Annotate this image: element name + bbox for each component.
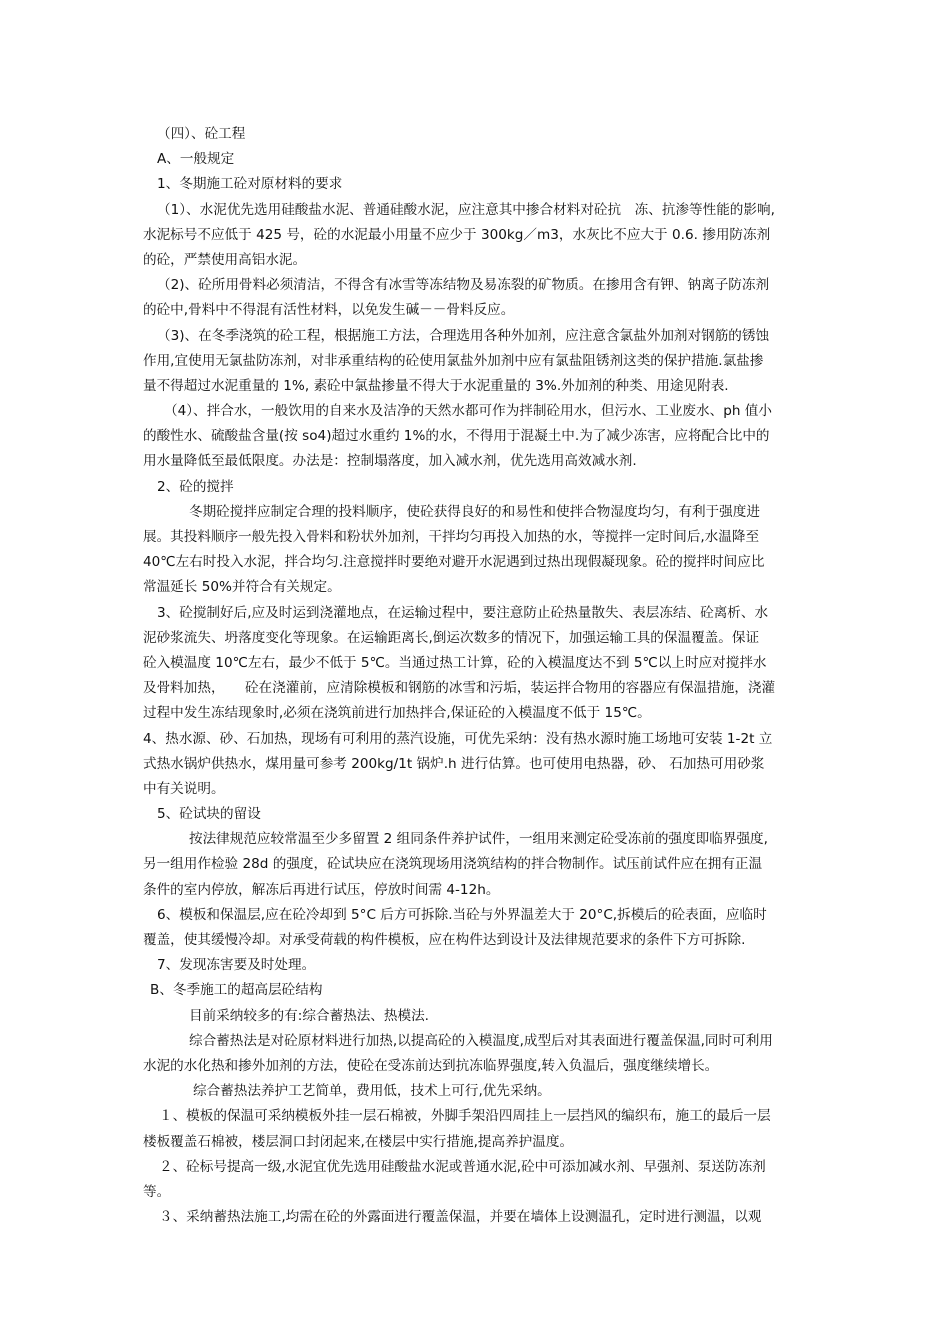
- subsection-heading: A、一般规定: [157, 151, 235, 168]
- paragraph-line: 3、砼搅制好后,应及时运到浇灌地点，在运输过程中，要注意防止砼热量散失、表层冻结、砼离析、水: [157, 604, 769, 621]
- paragraph-line: （1）、水泥优先选用硅酸盐水泥、普通硅酸水泥，应注意其中掺合材料对砼抗 冻、抗渗等性能的影响,: [157, 201, 775, 218]
- paragraph-line: 综合蓄热法是对砼原材料进行加热,以提高砼的入模温度,成型后对其表面进行覆盖保温,同时可利用: [189, 1032, 773, 1049]
- paragraph-line: 4、热水源、砂、石加热，现场有可利用的蒸汽设施，可优先采纳：没有热水源时施工场地可安装 1-2t 立: [143, 730, 773, 747]
- paragraph-line: 用水量降低至最低限度。办法是：控制塌落度，加入减水剂，优先选用高效减水剂.: [143, 453, 637, 470]
- paragraph-line: 40℃左右时投入水泥，拌合均匀.注意搅拌时要绝对避开水泥遇到过热出现假凝现象。砼的搅拌时间应比: [143, 554, 765, 571]
- paragraph-line: 冬期砼搅拌应制定合理的投料顺序，使砼获得良好的和易性和使拌合物湿度均匀，有利于强度进: [189, 503, 760, 520]
- paragraph-line: 过程中发生冻结现象时,必须在浇筑前进行加热拌合,保证砼的入模温度不低于 15℃。: [143, 705, 651, 722]
- paragraph-line: 综合蓄热法养护工艺简单，费用低，技术上可行,优先采纳。: [193, 1083, 551, 1100]
- paragraph-line: １、模板的保温可采纳模板外挂一层石棉被，外脚手架沿四周挂上一层挡风的编织布，施工的最后一层: [159, 1108, 771, 1125]
- paragraph-line: 展。其投料顺序一般先投入骨料和粉状外加剂，干拌均匀再投入加热的水，等搅拌一定时间后,水温降至: [143, 529, 760, 545]
- item-heading: 2、砼的搅拌: [157, 478, 234, 495]
- paragraph-line: 的酸性水、硫酸盐含量(按 so4)超过水重约 1%的水，不得用于混凝土中.为了减少冻害，应将配合比中的: [143, 428, 770, 445]
- paragraph-line: 水泥标号不应低于 425 号，砼的水泥最小用量不应少于 300kg／m3，水灰比不应大于 0.6. 掺用防冻剂: [143, 226, 771, 243]
- item-heading: 7、发现冻害要及时处理。: [157, 957, 316, 974]
- paragraph-line: 的砼中,骨料中不得混有活性材料，以免发生碱－－骨料反应。: [143, 302, 515, 319]
- paragraph-line: 另一组用作检验 28d 的强度，砼试块应在浇筑现场用浇筑结构的拌合物制作。试压前试件应在拥有正温: [143, 856, 763, 873]
- paragraph-line: 的砼，严禁使用高铝水泥。: [143, 251, 307, 268]
- paragraph-line: 覆盖，使其缓慢冷却。对承受荷载的构件模板，应在构件达到设计及法律规范要求的条件下方可拆除.: [143, 932, 746, 948]
- paragraph-line: 泥砂浆流失、坍落度变化等现象。在运输距离长,倒运次数多的情况下，加强运输工具的保温覆盖。保证: [143, 629, 760, 646]
- paragraph-line: 按法律规范应较常温至少多留置 2 组同条件养护试件，一组用来测定砼受冻前的强度即临界强度,: [189, 831, 768, 848]
- paragraph-line: 作用,宜使用无氯盐防冻剂，对非承重结构的砼使用氯盐外加剂中应有氯盐阻锈剂这类的保护措施.氯盐掺: [143, 352, 764, 369]
- paragraph-line: 量不得超过水泥重量的 1%, 素砼中氯盐掺量不得大于水泥重量的 3%.外加剂的种类、用途见附表.: [143, 377, 729, 394]
- paragraph-line: 常温延长 50%并符合有关规定。: [143, 579, 341, 596]
- section-heading: （四）、砼工程: [157, 126, 246, 142]
- item-heading: 1、冬期施工砼对原材料的要求: [157, 176, 343, 193]
- paragraph-line: （4）、拌合水，一般饮用的自来水及洁净的天然水都可作为拌制砼用水，但污水、工业废水、ph 值小: [164, 403, 772, 420]
- paragraph-line: 式热水锅炉供热水，煤用量可参考 200kg/1t 锅炉.h 进行估算。也可使用电热器，砂、 石加热可用砂浆: [143, 755, 765, 772]
- paragraph-line: 条件的室内停放，解冻后再进行试压，停放时间需 4-12h。: [143, 881, 500, 898]
- paragraph-line: 目前采纳较多的有:综合蓄热法、热模法.: [189, 1007, 429, 1024]
- paragraph-line: 中有关说明。: [143, 780, 225, 797]
- item-heading: 5、砼试块的留设: [157, 806, 261, 823]
- paragraph-line: ３、采纳蓄热法施工,均需在砼的外露面进行覆盖保温，并要在墙体上设测温孔，定时进行测温，以观: [159, 1209, 762, 1226]
- paragraph-line: （3)、在冬季浇筑的砼工程，根据施工方法，合理选用各种外加剂，应注意含氯盐外加剂对钢筋的锈蚀: [157, 327, 770, 344]
- document-body: [143, 122, 808, 1230]
- paragraph-line: （2)、砼所用骨料必须清洁，不得含有冰雪等冻结物及易冻裂的矿物质。在掺用含有钾、钠离子防冻剂: [157, 277, 770, 294]
- paragraph-line: 砼入模温度 10℃左右，最少不低于 5℃。当通过热工计算，砼的入模温度达不到 5℃以上时应对搅拌水: [143, 654, 767, 671]
- paragraph-line: 楼板覆盖石棉被，楼层洞口封闭起来,在楼层中实行措施,提高养护温度。: [143, 1133, 574, 1150]
- paragraph-line: ２、砼标号提高一级,水泥宜优先选用硅酸盐水泥或普通水泥,砼中可添加减水剂、早强剂、泵送防冻剂: [159, 1158, 766, 1175]
- paragraph-line: 及骨料加热， 砼在浇灌前，应清除模板和钢筋的冰雪和污垢，装运拌合物用的容器应有保温措施，浇灌: [143, 680, 776, 697]
- paragraph-line: 水泥的水化热和掺外加剂的方法，使砼在受冻前达到抗冻临界强度,转入负温后，强度继续增长。: [143, 1057, 719, 1074]
- paragraph-line: 6、模板和保温层,应在砼冷却到 5°C 后方可拆除.当砼与外界温差大于 20°C,拆模后的砼表面，应临时: [157, 906, 767, 923]
- paragraph-line: 等。: [143, 1183, 171, 1200]
- subsection-heading: B、冬季施工的超高层砼结构: [150, 982, 323, 999]
